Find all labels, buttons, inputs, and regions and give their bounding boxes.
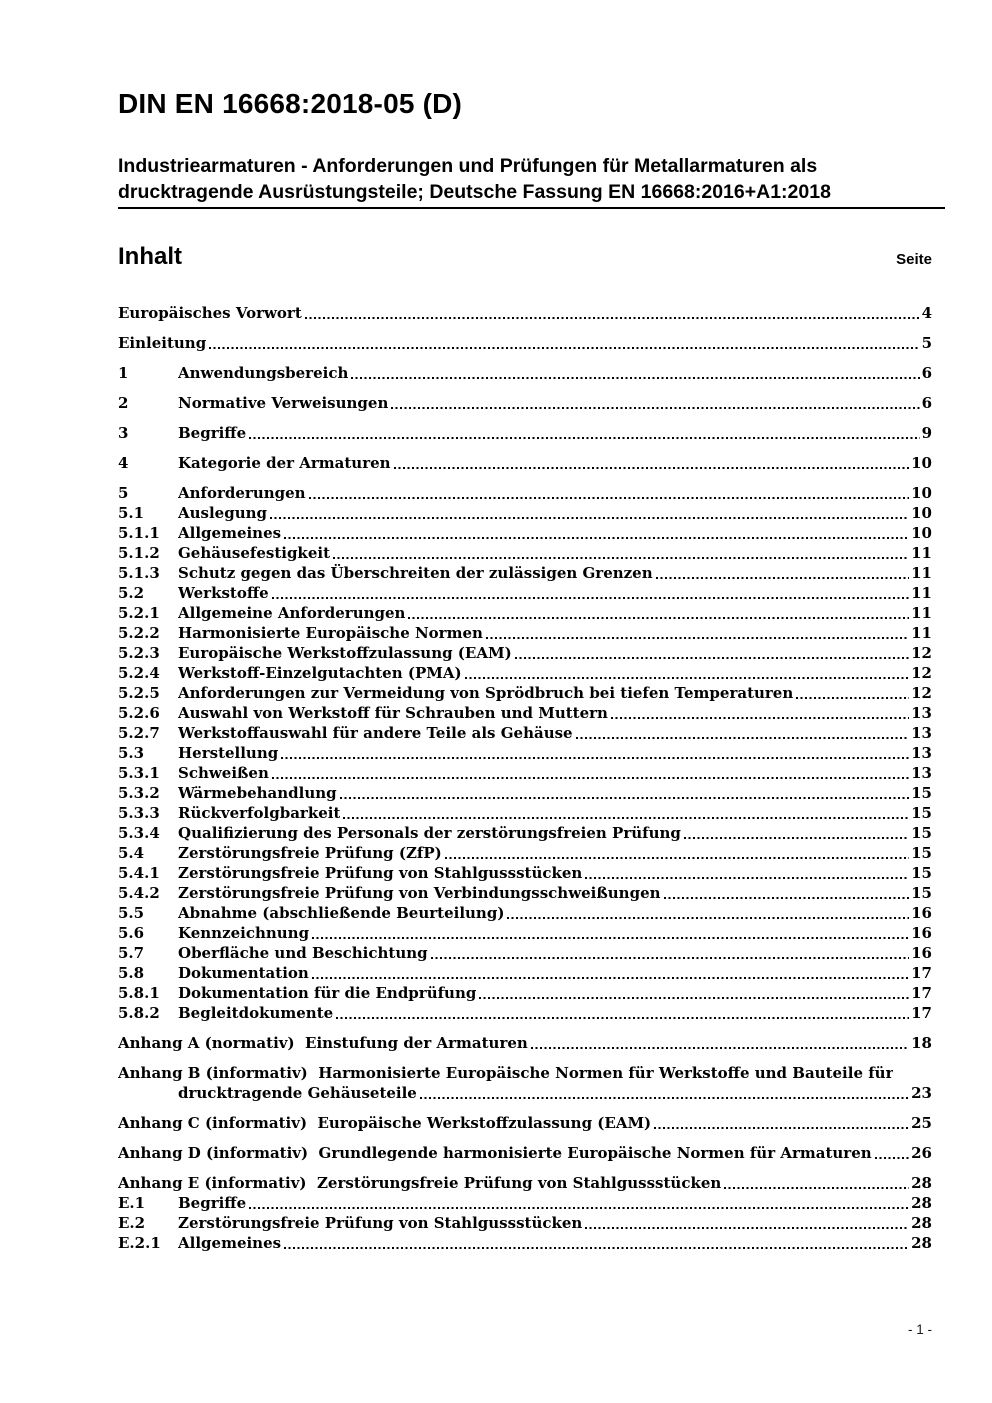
toc-entry — [118, 783, 932, 803]
toc-entry — [118, 863, 932, 883]
toc-entry-page: 9 — [921, 424, 932, 442]
toc-entry-title: Begleitdokumente — [178, 1004, 334, 1022]
toc-entry-page: 12 — [911, 664, 932, 682]
toc-entry-title: Auswahl von Werkstoff für Schrauben und Muttern — [178, 704, 608, 722]
toc-dot-leader — [585, 877, 909, 879]
toc-entry-title: Rückverfolgbarkeit — [178, 804, 341, 822]
toc-entry — [118, 393, 932, 413]
toc-entry — [118, 943, 932, 963]
toc-entry — [118, 1063, 932, 1083]
toc-entry — [118, 823, 932, 843]
toc-entry-number: E.2.1 — [118, 1234, 161, 1252]
toc-entry-title: Begriffe — [178, 1194, 247, 1212]
toc-entry-title: Harmonisierte Europäische Normen — [178, 624, 483, 642]
toc-entry-number: 5.2.1 — [118, 604, 160, 622]
toc-dot-leader — [249, 437, 919, 439]
toc-dot-leader — [312, 977, 909, 979]
toc-entry-page: 17 — [911, 964, 932, 982]
toc-dot-leader — [479, 997, 909, 999]
toc-dot-leader — [270, 517, 909, 519]
toc-entry-page: 6 — [921, 364, 932, 382]
toc-dot-leader — [272, 777, 909, 779]
toc-entry-page: 28 — [911, 1174, 932, 1192]
toc-entry — [118, 1193, 932, 1213]
toc-entry-title: Werkstoffauswahl für andere Teile als Gehäuse — [178, 724, 573, 742]
toc-entry — [118, 453, 932, 473]
toc-entry-page: 18 — [911, 1034, 932, 1052]
footer-page-number: - 1 - — [907, 1322, 932, 1337]
toc-dot-leader — [875, 1157, 909, 1159]
toc-entry-page: 11 — [911, 584, 932, 602]
toc-entry — [118, 1113, 932, 1133]
toc-dot-leader — [531, 1047, 909, 1049]
toc-entry-title: Werkstoffe — [178, 584, 269, 602]
toc-entry — [118, 503, 932, 523]
toc-entry-number: 5.4.1 — [118, 864, 160, 882]
toc-entry-title: Herstellung — [178, 744, 279, 762]
toc-entry — [118, 843, 932, 863]
toc-entry-page: 28 — [911, 1194, 932, 1212]
toc-entry — [118, 333, 932, 353]
toc-dot-leader — [664, 897, 910, 899]
toc-entry — [118, 983, 932, 1003]
toc-entry — [118, 363, 932, 383]
toc-entry — [118, 563, 932, 583]
toc-entry-number: 5 — [118, 484, 129, 502]
toc-entry-number: 5.3.2 — [118, 784, 160, 802]
toc-entry-number: 5.2.5 — [118, 684, 160, 702]
toc-entry-number: 5.2.6 — [118, 704, 160, 722]
toc-entry-title: Allgemeine Anforderungen — [178, 604, 406, 622]
toc-entry-title: Anhang D (informativ) Grundlegende harmonisierte Europäische Normen für Armaturen — [118, 1144, 872, 1162]
toc-entry-title: Normative Verweisungen — [178, 394, 389, 412]
toc-dot-leader — [465, 677, 910, 679]
toc-entry-page: 28 — [911, 1234, 932, 1252]
toc-dot-leader — [654, 1127, 909, 1129]
toc-entry — [118, 603, 932, 623]
toc-dot-leader — [343, 817, 909, 819]
toc-entry-page: 15 — [911, 784, 932, 802]
toc-entry-title: Wärmebehandlung — [178, 784, 337, 802]
toc-entry-number: 5.2 — [118, 584, 145, 602]
contents-heading: Inhalt — [118, 243, 182, 270]
toc-entry-title: Zerstörungsfreie Prüfung von Verbindungsschweißungen — [178, 884, 661, 902]
toc-entry-number: 5.4.2 — [118, 884, 160, 902]
toc-dot-leader — [281, 757, 909, 759]
toc-entry-page: 25 — [911, 1114, 932, 1132]
toc-entry-title: drucktragende Gehäuseteile — [178, 1084, 417, 1102]
toc-entry — [118, 1143, 932, 1163]
toc-entry-page: 4 — [921, 304, 932, 322]
toc-entry-title: Anhang A (normativ) Einstufung der Armaturen — [118, 1034, 528, 1052]
toc-entry-page: 10 — [911, 454, 932, 472]
page-column-label: Seite — [896, 251, 932, 268]
toc-entry-number: E.1 — [118, 1194, 146, 1212]
toc-entry — [118, 1213, 932, 1233]
toc-dot-leader — [724, 1187, 909, 1189]
toc-dot-leader — [394, 467, 910, 469]
toc-entry-page: 15 — [911, 884, 932, 902]
toc-entry-number: 5.1 — [118, 504, 145, 522]
toc-entry — [118, 303, 932, 323]
toc-dot-leader — [351, 377, 919, 379]
toc-entry-title: Oberfläche und Beschichtung — [178, 944, 428, 962]
toc-entry — [118, 1173, 932, 1193]
toc-entry-title: Anhang B (informativ) Harmonisierte Europäische Normen für Werkstoffe und Bauteile für — [118, 1064, 894, 1082]
toc-dot-leader — [408, 617, 909, 619]
toc-entry-title: Anhang E (informativ) Zerstörungsfreie Prüfung von Stahlgussstücken — [118, 1174, 722, 1192]
toc-entry — [118, 423, 932, 443]
toc-dot-leader — [340, 797, 909, 799]
toc-entry — [118, 723, 932, 743]
toc-entry-page: 10 — [911, 504, 932, 522]
toc-entry-title: Allgemeines — [178, 524, 282, 542]
toc-entry-page: 17 — [911, 1004, 932, 1022]
toc-entry-page: 10 — [911, 484, 932, 502]
toc-dot-leader — [309, 497, 910, 499]
toc-entry-title: Anwendungsbereich — [178, 364, 349, 382]
toc-entry — [118, 763, 932, 783]
toc-entry-title: Anhang C (informativ) Europäische Werkstoffzulassung (EAM) — [118, 1114, 652, 1132]
toc-dot-leader — [249, 1207, 909, 1209]
toc-entry-page: 13 — [911, 744, 932, 762]
toc-entry — [118, 1033, 932, 1053]
toc-entry-number: E.2 — [118, 1214, 146, 1232]
toc-entry-number: 4 — [118, 454, 129, 472]
toc-dot-leader — [391, 407, 919, 409]
toc-entry-title: Zerstörungsfreie Prüfung von Stahlgussstücken — [178, 864, 583, 882]
toc-entry-page: 11 — [911, 564, 932, 582]
toc-entry-number: 5.3.1 — [118, 764, 160, 782]
toc-entry — [118, 663, 932, 683]
toc-dot-leader — [796, 697, 909, 699]
toc-entry-title: Einleitung — [118, 334, 207, 352]
toc-entry-number: 5.1.1 — [118, 524, 160, 542]
toc-entry-number: 5.8 — [118, 964, 145, 982]
toc-entry-number: 5.1.3 — [118, 564, 160, 582]
toc-entry-number: 5.2.7 — [118, 724, 160, 742]
toc-entry-number: 5.3.4 — [118, 824, 160, 842]
toc-entry-number: 5.8.2 — [118, 1004, 160, 1022]
table-of-contents — [118, 303, 932, 1253]
toc-entry — [118, 703, 932, 723]
toc-entry-page: 10 — [911, 524, 932, 542]
toc-entry — [118, 483, 932, 503]
toc-entry-page: 6 — [921, 394, 932, 412]
toc-entry-page: 17 — [911, 984, 932, 1002]
toc-entry-number: 5.4 — [118, 844, 145, 862]
toc-entry-page: 11 — [911, 624, 932, 642]
toc-entry-number: 5.3 — [118, 744, 145, 762]
toc-entry-title: Allgemeines — [178, 1234, 282, 1252]
toc-entry-number: 5.2.4 — [118, 664, 160, 682]
toc-entry-page: 16 — [911, 924, 932, 942]
toc-entry-title: Werkstoff-Einzelgutachten (PMA) — [178, 664, 462, 682]
toc-entry-page: 12 — [911, 684, 932, 702]
toc-entry — [118, 743, 932, 763]
toc-entry-number: 1 — [118, 364, 129, 382]
toc-entry-page: 16 — [911, 904, 932, 922]
toc-dot-leader — [611, 717, 909, 719]
toc-entry-title: Dokumentation für die Endprüfung — [178, 984, 477, 1002]
toc-entry-title: Zerstörungsfreie Prüfung (ZfP) — [178, 844, 442, 862]
toc-entry-number: 3 — [118, 424, 129, 442]
toc-entry-number: 5.5 — [118, 904, 145, 922]
toc-entry — [118, 903, 932, 923]
toc-entry-title: Dokumentation — [178, 964, 309, 982]
contents-header — [118, 243, 932, 271]
toc-entry — [118, 583, 932, 603]
toc-entry-page: 15 — [911, 844, 932, 862]
title-divider — [118, 207, 945, 209]
toc-entry — [118, 883, 932, 903]
toc-dot-leader — [486, 637, 909, 639]
toc-entry-number: 5.3.3 — [118, 804, 160, 822]
toc-entry — [118, 523, 932, 543]
toc-entry-title: Schweißen — [178, 764, 269, 782]
toc-dot-leader — [336, 1017, 909, 1019]
toc-entry-page: 15 — [911, 864, 932, 882]
toc-entry-page: 23 — [911, 1084, 932, 1102]
doc-title: Industriearmaturen - Anforderungen und Prüfungen für Metallarmaturen als drucktragende Ausrüstungsteile; Deutsche Fassung EN 16668:2016+A1:2018 — [118, 155, 831, 203]
toc-entry-number: 5.1.2 — [118, 544, 160, 562]
toc-entry-page: 12 — [911, 644, 932, 662]
toc-entry-title: Kennzeichnung — [178, 924, 310, 942]
toc-entry-title: Gehäusefestigkeit — [178, 544, 330, 562]
toc-entry — [118, 683, 932, 703]
toc-dot-leader — [272, 597, 909, 599]
toc-dot-leader — [333, 557, 909, 559]
toc-entry-title: Qualifizierung des Personals der zerstörungsfreien Prüfung — [178, 824, 681, 842]
toc-entry-page: 5 — [921, 334, 932, 352]
toc-entry — [118, 923, 932, 943]
toc-entry-title: Europäisches Vorwort — [118, 304, 302, 322]
toc-entry-page: 16 — [911, 944, 932, 962]
toc-entry-title: Anforderungen zur Vermeidung von Sprödbruch bei tiefen Temperaturen — [178, 684, 794, 702]
toc-entry-title: Schutz gegen das Überschreiten der zulässigen Grenzen — [178, 564, 653, 582]
toc-dot-leader — [312, 937, 909, 939]
toc-dot-leader — [420, 1097, 909, 1099]
toc-entry — [118, 543, 932, 563]
toc-entry — [118, 643, 932, 663]
toc-entry-number: 5.2.2 — [118, 624, 160, 642]
toc-dot-leader — [445, 857, 909, 859]
toc-entry-title: Auslegung — [178, 504, 268, 522]
toc-dot-leader — [431, 957, 910, 959]
toc-entry-page: 26 — [911, 1144, 932, 1162]
toc-entry-title: Europäische Werkstoffzulassung (EAM) — [178, 644, 512, 662]
toc-dot-leader — [515, 657, 909, 659]
toc-entry-title: Zerstörungsfreie Prüfung von Stahlgussstücken — [178, 1214, 583, 1232]
toc-dot-leader — [507, 917, 909, 919]
doc-number-heading: DIN EN 16668:2018-05 (D) — [118, 88, 463, 119]
toc-entry-number: 5.6 — [118, 924, 145, 942]
toc-entry-page: 15 — [911, 824, 932, 842]
toc-dot-leader — [209, 347, 919, 349]
toc-entry-page: 13 — [911, 704, 932, 722]
toc-dot-leader — [284, 537, 909, 539]
toc-entry — [118, 1233, 932, 1253]
toc-entry-page: 11 — [911, 604, 932, 622]
toc-entry-number: 5.7 — [118, 944, 145, 962]
toc-entry — [118, 803, 932, 823]
toc-entry-title: Kategorie der Armaturen — [178, 454, 391, 472]
toc-entry-page: 11 — [911, 544, 932, 562]
toc-dot-leader — [684, 837, 909, 839]
toc-dot-leader — [305, 317, 920, 319]
toc-entry — [118, 623, 932, 643]
toc-entry-page: 13 — [911, 764, 932, 782]
toc-entry-continuation — [118, 1083, 932, 1103]
toc-entry-page: 28 — [911, 1214, 932, 1232]
toc-entry-title: Begriffe — [178, 424, 247, 442]
toc-entry-number: 2 — [118, 394, 129, 412]
toc-entry-page: 13 — [911, 724, 932, 742]
toc-entry-number: 5.2.3 — [118, 644, 160, 662]
toc-entry-title: Abnahme (abschließende Beurteilung) — [178, 904, 505, 922]
toc-dot-leader — [284, 1247, 909, 1249]
toc-dot-leader — [656, 577, 909, 579]
toc-dot-leader — [576, 737, 910, 739]
toc-entry-page: 15 — [911, 804, 932, 822]
toc-entry-number: 5.8.1 — [118, 984, 160, 1002]
toc-entry — [118, 1003, 932, 1023]
toc-entry — [118, 963, 932, 983]
toc-entry-title: Anforderungen — [178, 484, 306, 502]
toc-dot-leader — [585, 1227, 909, 1229]
